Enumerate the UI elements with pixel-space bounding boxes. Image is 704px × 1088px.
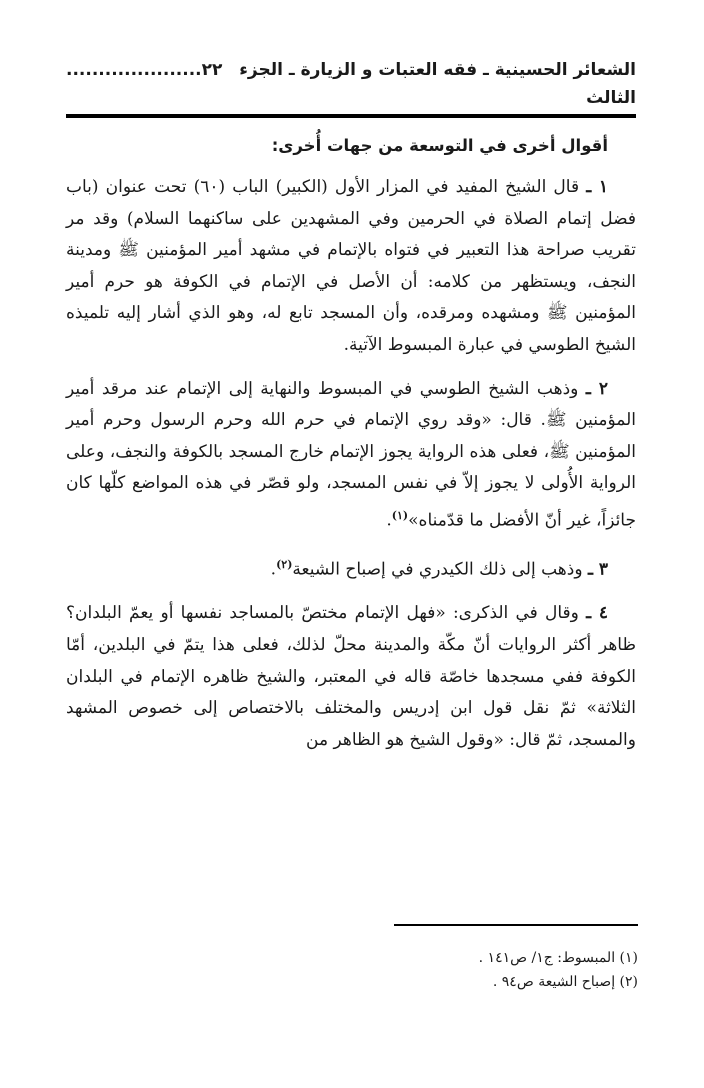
page-number-group: [66, 56, 222, 84]
paragraph-text: وذهب الشيخ الطوسي في المبسوط والنهاية إلى الإتمام عند مرقد أمير المؤمنين ﷺ. قال: «وقد روي الإتمام في حرم الله وحرم الرسول وحرم أمير المؤمنين ﷺ، فعلى هذه الرواية يجوز الإتمام خارج المسجد بالكوفة والنجف، وعلى الرواية الأُولى لا يجوز إلاّ في نفس المسجد، ولو قصّر في هذه المواضع كلّها كان جائزاً، غير أنّ الأفضل ما قدّمناه»: [66, 378, 636, 531]
footnote-ref-1[interactable]: (١): [391, 508, 409, 522]
paragraph-tail: .: [270, 559, 277, 580]
item-number: ٤ ـ: [586, 603, 609, 624]
paragraph-text: وذهب إلى ذلك الكيدري في إصباح الشيعة: [292, 559, 583, 580]
running-title-group: [222, 56, 636, 112]
footnote-1: (١) المبسوط: ج١/ ص١٤١ .: [478, 950, 638, 966]
paragraph-tail: .: [386, 510, 392, 531]
running-title: الشعائر الحسينية ـ فقه العتبات و الزيارة ـ الجزء الثالث: [239, 60, 636, 108]
item-number: ٣ ـ: [587, 559, 608, 580]
paragraph-text: قال الشيخ المفيد في المزار الأول (الكبير) الباب (٦٠) تحت عنوان (باب فضل إتمام الصلاة في الحرمين وفي المشهدين على ساكنهما السلام) وقد مر تقريب صراحة هذا التعبير في فتواه بالإتمام في مشهد أمير المؤمنين ﷺ ومدينة النجف، ويستظهر من كلامه: أن الأصل في الإتمام في الكوفة هو حرم أمير المؤمنين ﷺ ومشهده ومرقده، وأن المسجد تابع له، وهو الذي أشار إليه تلميذه الشيخ الطوسي في عبارة المبسوط الآتية.: [66, 177, 636, 355]
page-number: ٢٢: [201, 60, 223, 80]
footnote-2: (٢) إصباح الشيعة ص٩٤ .: [492, 974, 638, 990]
section-title: أقوال أخرى في التوسعة من جهات أُخرى:: [271, 136, 608, 155]
paragraph-4: [66, 598, 636, 756]
paragraph-text: وقال في الذكرى: «فهل الإتمام مختصّ بالمساجد نفسها أو يعمّ البلدان؟: [66, 603, 579, 624]
footnote-ref-2[interactable]: (٢): [276, 558, 293, 572]
header-rule: [66, 114, 636, 118]
footnotes: [68, 946, 638, 994]
paragraph-text-cont: ظاهر أكثر الروايات أنّ مكّة والمدينة محلّ لذلك، فعلى هذا يتمّ في البلدين، أمّا الكوفة ففي مسجدها خاصّة قاله في المعتبر، والشيخ ظاهره الإتمام في البلدان الثلاثة» ثمّ نقل قول ابن إدريس والمختلف بالاختصاص إلى خصوص المشهد والمسجد، ثمّ قال: «وقول الشيخ هو الظاهر من: [66, 635, 636, 750]
paragraph-3: [66, 549, 636, 586]
paragraph-1: [66, 172, 636, 362]
page: [66, 56, 636, 756]
item-number: ١ ـ: [586, 177, 609, 197]
paragraph-2: [66, 374, 636, 538]
running-header: [66, 56, 636, 112]
footnote-rule: [394, 924, 638, 926]
leader-dots: .....................: [66, 60, 202, 80]
item-number: ٢ ـ: [585, 378, 608, 399]
